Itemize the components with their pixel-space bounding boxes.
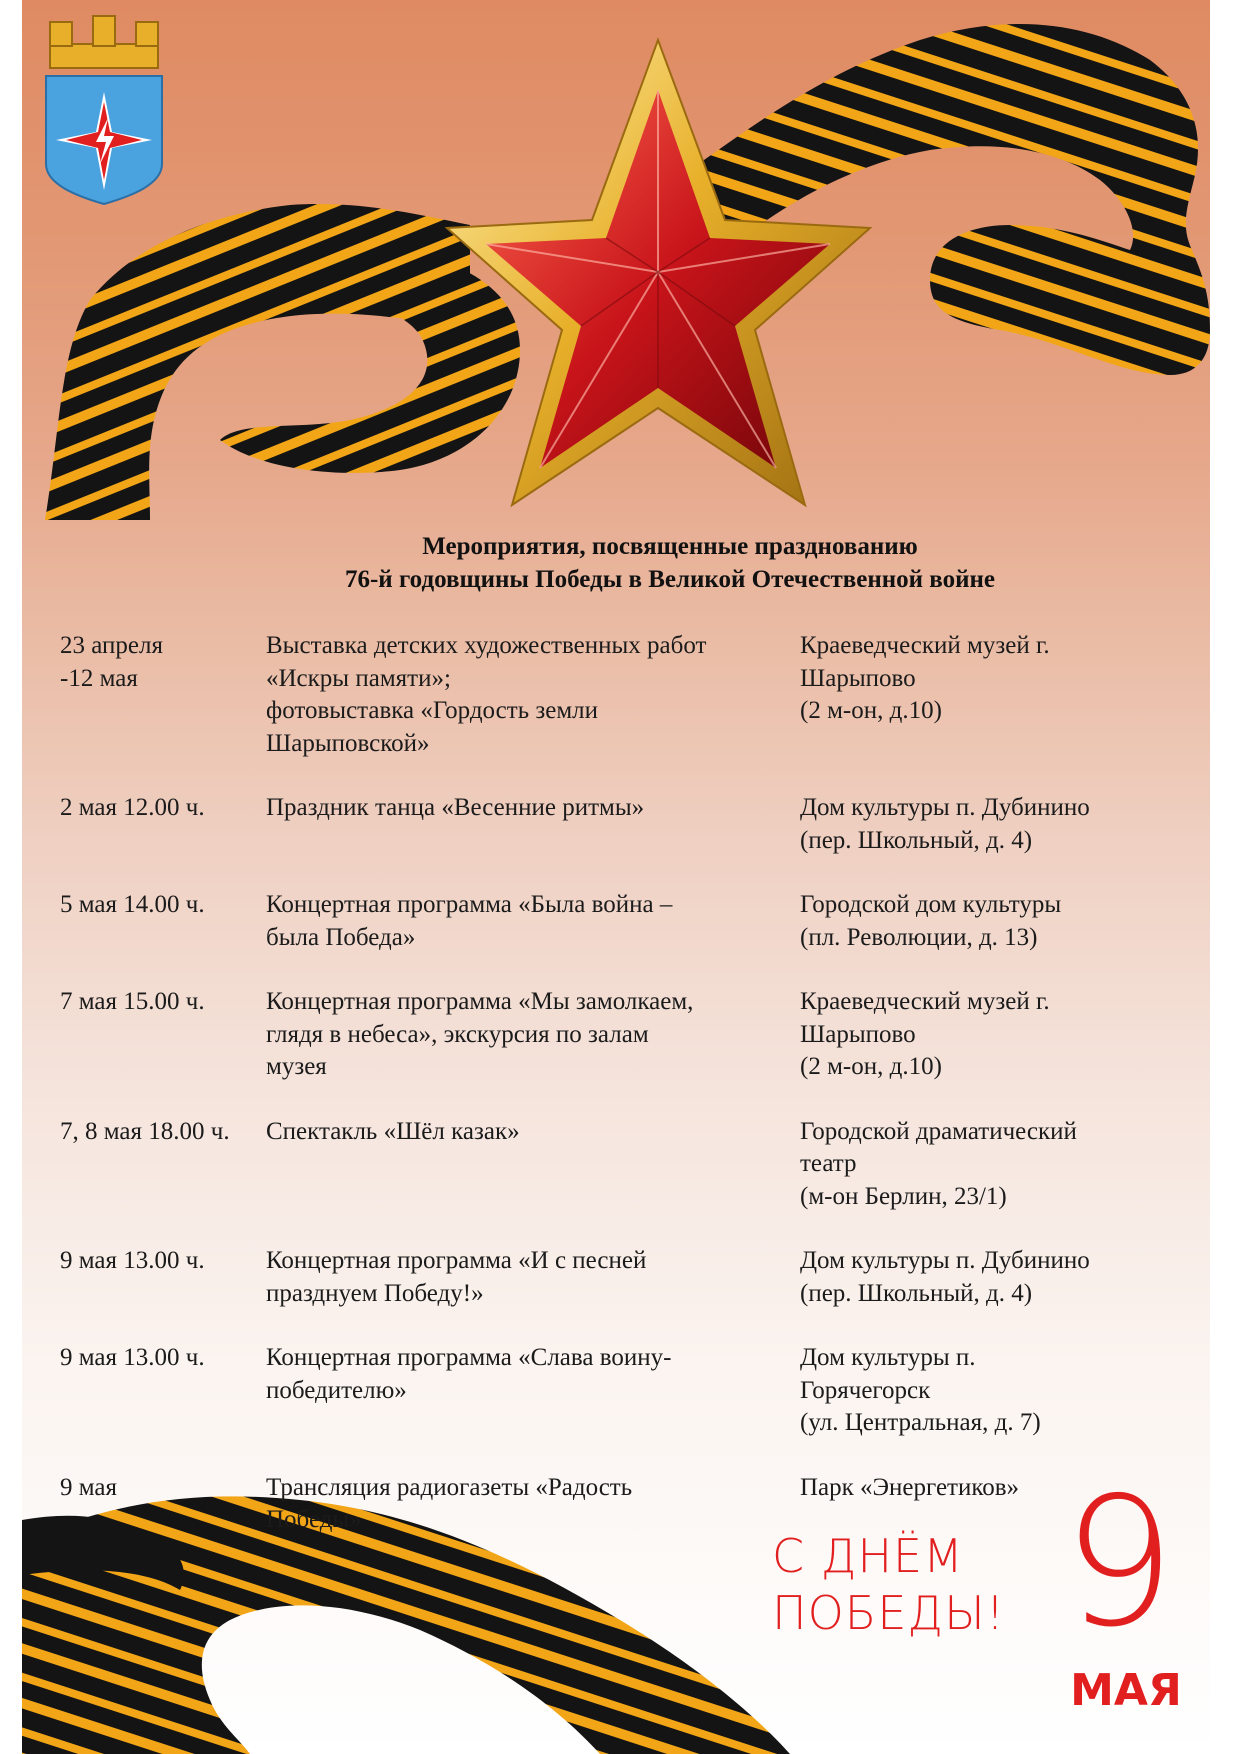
event-row — [60, 1245, 1170, 1310]
event-title — [266, 1116, 800, 1214]
events-list — [60, 630, 1170, 1537]
event-place — [800, 889, 1170, 954]
date-line: 9 мая 13.00 ч. — [60, 1247, 205, 1274]
event-row — [60, 1116, 1170, 1214]
title-line-1: Мероприятия, посвященные празднованию — [422, 533, 918, 560]
event-place — [800, 1116, 1170, 1214]
place-line: Дом культуры п. Дубинино — [800, 1247, 1090, 1274]
event-row — [60, 792, 1170, 857]
event-place — [800, 986, 1170, 1084]
event-date — [60, 792, 266, 857]
event-title — [266, 986, 800, 1084]
event-line: Праздник танца «Весенние ритмы» — [266, 794, 645, 821]
event-row — [60, 1472, 1170, 1537]
event-place — [800, 1342, 1170, 1440]
victory-day-greeting — [772, 1528, 1005, 1642]
event-date — [60, 1245, 266, 1310]
place-line: (м-он Берлин, 23/1) — [800, 1182, 1007, 1210]
event-line: фотовыставка «Гордость земли — [266, 697, 598, 724]
title-line-2: 76-й годовщины Победы в Великой Отечественной войне — [344, 566, 996, 593]
date-line: -12 мая — [60, 664, 138, 692]
place-line: (2 м-он, д.10) — [800, 697, 942, 724]
event-date — [60, 1342, 266, 1440]
event-date — [60, 889, 266, 954]
event-place — [800, 792, 1170, 857]
place-line: театр — [800, 1150, 857, 1177]
date-line: 9 мая — [60, 1473, 117, 1501]
event-row — [60, 630, 1170, 760]
place-line: Дом культуры п. Дубинино — [800, 794, 1090, 821]
event-line: Победы» — [266, 1506, 362, 1533]
coat-of-arms-emblem — [42, 14, 166, 206]
event-place — [800, 1245, 1170, 1310]
place-line: Краеведческий музей г. — [800, 632, 1050, 659]
event-line: «Искры памяти»; — [266, 664, 451, 692]
event-title — [266, 1472, 800, 1537]
greeting-day-number: 9 — [1062, 1459, 1176, 1666]
place-line: Шарыпово — [800, 664, 916, 692]
event-line: Концертная программа «И с песней — [266, 1247, 647, 1274]
place-line: (пер. Школьный, д. 4) — [800, 1279, 1033, 1307]
event-line: Спектакль «Шёл казак» — [266, 1117, 520, 1145]
event-place — [800, 630, 1170, 760]
event-line: Выставка детских художественных работ — [266, 632, 707, 659]
greeting-line-1: С ДНЁМ — [772, 1529, 964, 1583]
place-line: Дом культуры п. — [800, 1344, 976, 1371]
place-line: (пер. Школьный, д. 4) — [800, 826, 1033, 854]
date-line: 7, 8 мая 18.00 ч. — [60, 1117, 230, 1145]
date-line: 9 мая 13.00 ч. — [60, 1344, 205, 1371]
date-line: 5 мая 14.00 ч. — [60, 891, 205, 918]
event-row — [60, 889, 1170, 954]
event-title — [266, 889, 800, 954]
event-title — [266, 1342, 800, 1440]
event-row — [60, 1342, 1170, 1440]
event-line: Концертная программа «Мы замолкаем, — [266, 988, 694, 1015]
place-line: Городской драматический — [800, 1117, 1077, 1145]
date-line: 2 мая 12.00 ч. — [60, 794, 205, 821]
page-title — [0, 530, 1240, 596]
place-line: (ул. Центральная, д. 7) — [800, 1409, 1041, 1436]
event-line: Трансляция радиогазеты «Радость — [266, 1473, 633, 1501]
greeting-month: МАЯ — [1070, 1665, 1182, 1716]
event-row — [60, 986, 1170, 1084]
event-line: музея — [266, 1053, 327, 1080]
place-line: Краеведческий музей г. — [800, 988, 1050, 1015]
event-title — [266, 792, 800, 857]
place-line: Горячегорск — [800, 1376, 931, 1404]
place-line: Парк «Энергетиков» — [800, 1473, 1020, 1501]
event-line: празднуем Победу!» — [266, 1279, 484, 1307]
event-line: глядя в небеса», экскурсия по залам — [266, 1020, 649, 1048]
event-date — [60, 1472, 266, 1537]
date-line: 23 апреля — [60, 632, 163, 659]
event-title — [266, 1245, 800, 1310]
event-title — [266, 630, 800, 760]
place-line: (2 м-он, д.10) — [800, 1053, 942, 1080]
place-line: (пл. Революции, д. 13) — [800, 923, 1038, 951]
date-line: 7 мая 15.00 ч. — [60, 988, 205, 1015]
event-date — [60, 630, 266, 760]
event-line: Шарыповской» — [266, 729, 430, 757]
event-date — [60, 1116, 266, 1214]
event-date — [60, 986, 266, 1084]
event-line: Концертная программа «Слава воину- — [266, 1344, 672, 1371]
place-line: Городской дом культуры — [800, 891, 1062, 918]
event-line: Концертная программа «Была война – — [266, 891, 673, 918]
event-line: победителю» — [266, 1376, 407, 1404]
event-line: была Победа» — [266, 923, 416, 951]
place-line: Шарыпово — [800, 1020, 916, 1048]
greeting-line-2: ПОБЕДЫ! — [772, 1586, 1006, 1640]
